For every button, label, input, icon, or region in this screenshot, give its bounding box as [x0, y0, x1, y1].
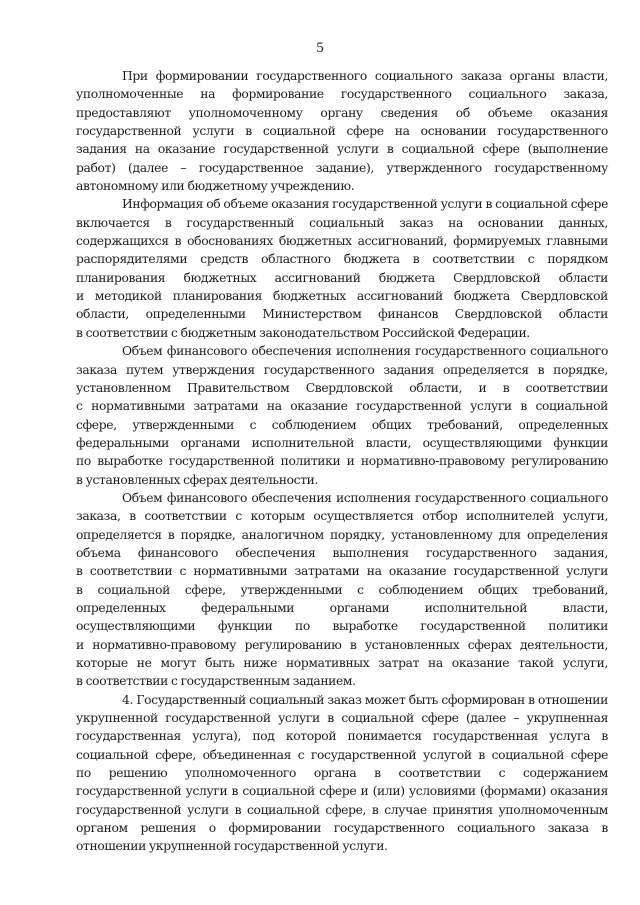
- text-line: объема финансового обеспечения выполнения государственного задания,: [76, 545, 608, 560]
- text-line: с нормативными затратами на оказание государственной услуги в социальной: [76, 399, 608, 414]
- paragraph: [76, 195, 608, 342]
- paragraph: [76, 67, 608, 195]
- text-line: государственной услуги в социальной сфере и (или) условиями (формами) оказания: [76, 784, 608, 799]
- text-line: укрупненной государственной услуги в социальной сфере (далее – укрупненная: [76, 711, 608, 726]
- text-line: государственной услуги в социальной сфере, в случае принятия уполномоченным: [76, 802, 608, 817]
- text-line: задания на оказание государственной услуги в социальной сфере (выполнение: [76, 142, 608, 157]
- text-line: автономному или бюджетному учреждению.: [76, 179, 355, 194]
- paragraph: [76, 342, 608, 489]
- text-line: При формировании государственного социального заказа органы власти,: [122, 69, 608, 83]
- text-line: и нормативно-правовому регулированию в установленных сферах деятельности,: [76, 637, 608, 652]
- text-line: определенных федеральными органами исполнительной власти,: [76, 600, 608, 615]
- text-line: которые не могут быть ниже нормативных затрат на оказание такой услуги,: [76, 656, 608, 670]
- text-line: и методикой планирования бюджетных ассигнований бюджета Свердловской: [76, 289, 608, 304]
- text-line: в соответствии с нормативными затратами на оказание государственной услуги: [76, 564, 608, 579]
- text-line: распорядителями средств областного бюджета в соответствии с порядком: [76, 252, 608, 267]
- text-line: государственной услуги в социальной сфере на основании государственного: [76, 124, 608, 139]
- text-line: сфере, утвержденными с соблюдением общих требований, определенных: [76, 417, 608, 432]
- text-line: заказа, в соответствии с которым осуществляется отбор исполнителей услуги,: [76, 509, 608, 524]
- text-line: установленном Правительством Свердловской области, и в соответствии: [76, 380, 608, 395]
- text-line: области, определенными Министерством финансов Свердловской области: [76, 307, 608, 322]
- text-line: уполномоченные на формирование государственного социального заказа,: [76, 87, 608, 102]
- text-line: Объем финансового обеспечения исполнения государственного социального: [122, 344, 608, 359]
- text-line: в установленных сферах деятельности.: [76, 472, 319, 487]
- text-line: осуществляющими функции по выработке государственной политики: [76, 619, 608, 634]
- text-line: федеральными органами исполнительной власти, осуществляющими функции: [76, 435, 608, 450]
- text-line: Объем финансового обеспечения исполнения государственного социального: [122, 490, 608, 505]
- text-line: в соответствии с бюджетным законодательством Российской Федерации.: [76, 325, 530, 340]
- text-line: работ) (далее – государственное задание), утвержденного государственному: [76, 160, 608, 175]
- text-line: включается в государственный социальный заказ на основании данных,: [76, 215, 608, 230]
- text-line: по выработке государственной политики и нормативно-правовому регулированию: [76, 454, 608, 469]
- text-line: 4. Государственный социальный заказ может быть сформирован в отношении: [122, 692, 608, 707]
- text-line: планирования бюджетных ассигнований бюджета Свердловской области: [76, 270, 608, 285]
- page-number: 5: [316, 40, 324, 56]
- text-line: государственная услуга), под которой понимается государственная услуга в: [76, 729, 608, 744]
- text-line: органом решения о формировании государственного социального заказа в: [76, 821, 608, 836]
- text-line: в соответствии с государственным заданием.: [76, 674, 356, 689]
- paragraph: [76, 489, 608, 691]
- text-line: в социальной сфере, утвержденными с соблюдением общих требований,: [76, 582, 608, 597]
- text-line: по решению уполномоченного органа в соответствии с содержанием: [76, 766, 608, 781]
- text-line: предоставляют уполномоченному органу сведения об объеме оказания: [76, 105, 608, 120]
- text-line: определяется в порядке, аналогичном порядку, установленному для определения: [76, 527, 608, 542]
- document-body: [76, 67, 608, 856]
- text-line: заказа путем утверждения государственного задания определяется в порядке,: [76, 362, 608, 377]
- text-line: отношении укрупненной государственной услуги.: [76, 839, 388, 854]
- text-line: содержащихся в обоснованиях бюджетных ассигнований, формируемых главными: [76, 234, 608, 249]
- paragraph: [76, 691, 608, 856]
- text-line: Информация об объеме оказания государственной услуги в социальной сфере: [122, 197, 608, 212]
- text-line: социальной сфере, объединенная с государственной услугой в социальной сфере: [76, 747, 608, 762]
